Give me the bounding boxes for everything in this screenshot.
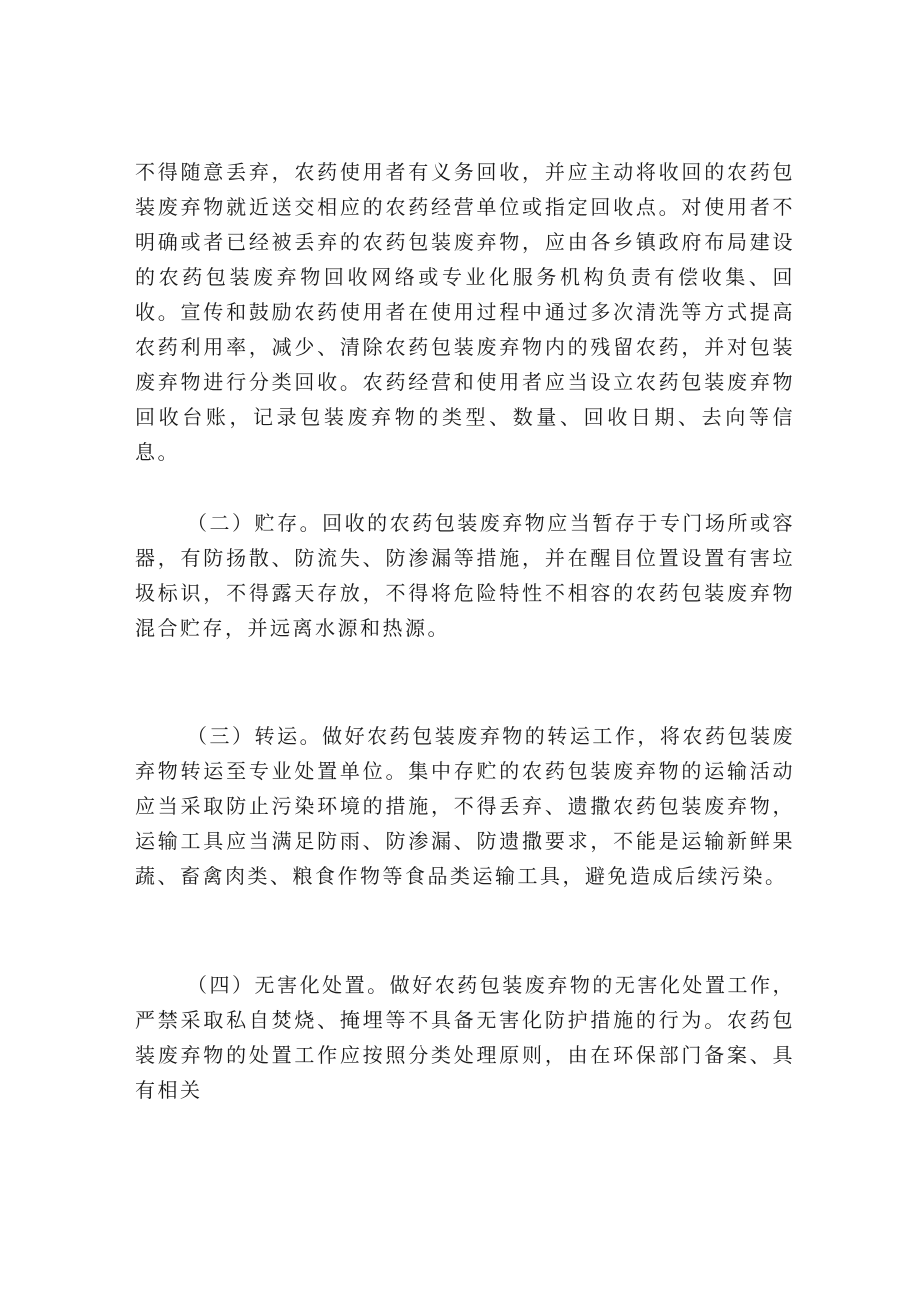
- paragraph-storage: （二）贮存。回收的农药包装废弃物应当暂存于专门场所或容器，有防扬散、防流失、防渗漏等措施，并在醒目位置设置有害垃圾标识，不得露天存放，不得将危险特性不相容的农药包装废弃物混合贮存，并远离水源和热源。: [135, 511, 795, 640]
- paragraph-transport: （三）转运。做好农药包装废弃物的转运工作，将农药包装废弃物转运至专业处置单位。集中存贮的农药包装废弃物的运输活动应当采取防止污染环境的措施，不得丢弃、遗撒农药包装废弃物，运输工具应当满足防雨、防渗漏、防遗撒要求，不能是运输新鲜果蔬、畜禽肉类、粮食作物等食品类运输工具，避免造成后续污染。: [135, 724, 795, 888]
- paragraph-collection-continuation: 不得随意丢弃，农药使用者有义务回收，并应主动将收回的农药包装废弃物就近送交相应的农药经营单位或指定回收点。对使用者不明确或者已经被丢弃的农药包装废弃物，应由各乡镇政府布局建设的农药包装废弃物回收网络或专业化服务机构负责有偿收集、回收。宣传和鼓励农药使用者在使用过程中通过多次清洗等方式提高农药利用率，减少、清除农药包装废弃物内的残留农药，并对包装废弃物进行分类回收。农药经营和使用者应当设立农药包装废弃物回收台账，记录包装废弃物的类型、数量、回收日期、去向等信息。: [135, 160, 795, 464]
- paragraph-harmless-disposal: （四）无害化处置。做好农药包装废弃物的无害化处置工作，严禁采取私自焚烧、掩埋等不具备无害化防护措施的行为。农药包装废弃物的处置工作应按照分类处理原则，由在环保部门备案、具有相关: [135, 973, 795, 1102]
